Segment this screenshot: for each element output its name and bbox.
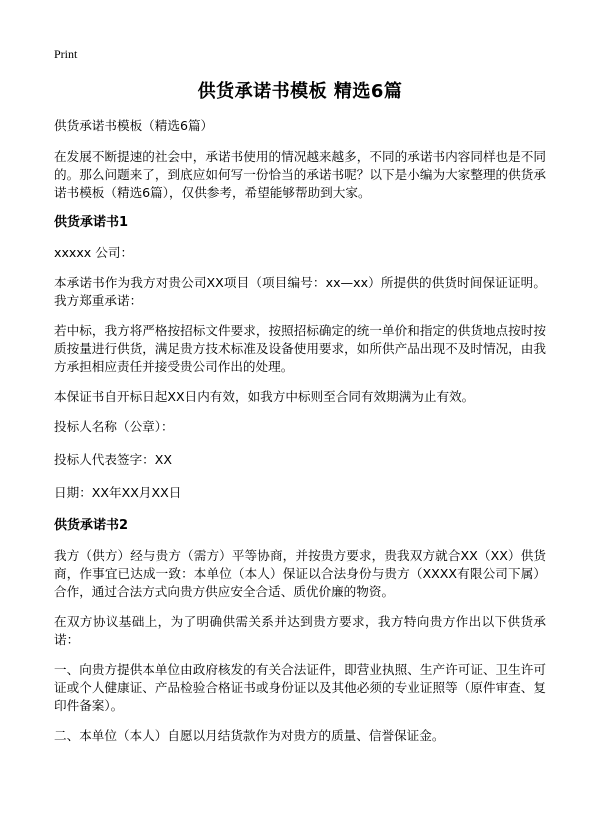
section2-item-1: 一、向贵方提供本单位由政府核发的有关合法证件，即营业执照、生产许可证、卫生许可证或个人健康证、产品检验合格证书或身份证以及其他必须的专业证照等（原件审查、复印件备案）。 [54, 662, 546, 713]
section-heading-1: 供货承诺书1 [54, 215, 129, 230]
document-body [54, 117, 546, 757]
print-label[interactable]: Print [54, 47, 78, 61]
document-subtitle: 供货承诺书模板（精选6篇） [54, 118, 214, 133]
section1-paragraph-1: 本承诺书作为我方对贵公司XX项目（项目编号：xx—xx）所提供的供货时间保证证明。我方郑重承诺： [54, 275, 546, 308]
section1-paragraph-2: 若中标，我方将严格按招标文件要求，按照招标确定的统一单价和指定的供货地点按时按质按量进行供货，满足贵方技术标准及设备使用要求，如所供产品出现不及时情况，由我方承担相应责任并接受贵公司作出的处理。 [54, 323, 546, 374]
addressee-line: xxxxx 公司： [54, 245, 134, 260]
section2-paragraph-2: 在双方协议基础上，为了明确供需关系并达到贵方要求，我方特向贵方作出以下供货承诺： [54, 614, 546, 647]
section2-item-2: 二、本单位（本人）自愿以月结货款作为对贵方的质量、信誉保证金。 [54, 728, 445, 743]
date-field: 日期：XX年XX月XX日 [54, 485, 182, 500]
intro-paragraph: 在发展不断提速的社会中，承诺书使用的情况越来越多，不同的承诺书内容同样也是不同的。那么问题来了，到底应如何写一份恰当的承诺书呢？以下是小编为大家整理的供货承诺书模板（精选6篇），仅供参考，希望能够帮助到大家。 [54, 149, 546, 200]
section2-paragraph-1: 我方（供方）经与贵方（需方）平等协商，并按贵方要求，贵我双方就合XX（XX）供货商，作事宜已达成一致：本单位（本人）保证以合法身份与贵方（XXXX有限公司下属）合作，通过合法方式向贵方供应安全合适、质优价廉的物资。 [54, 548, 546, 599]
section1-paragraph-3: 本保证书自开标日起XX日内有效，如我方中标则至合同有效期满为止有效。 [54, 389, 475, 404]
bidder-rep-field: 投标人代表签字：XX [54, 452, 173, 467]
bidder-name-field: 投标人名称（公章）： [54, 419, 174, 434]
document-title: 供货承诺书模板 精选6篇 [197, 81, 403, 102]
section-heading-2: 供货承诺书2 [54, 518, 129, 533]
